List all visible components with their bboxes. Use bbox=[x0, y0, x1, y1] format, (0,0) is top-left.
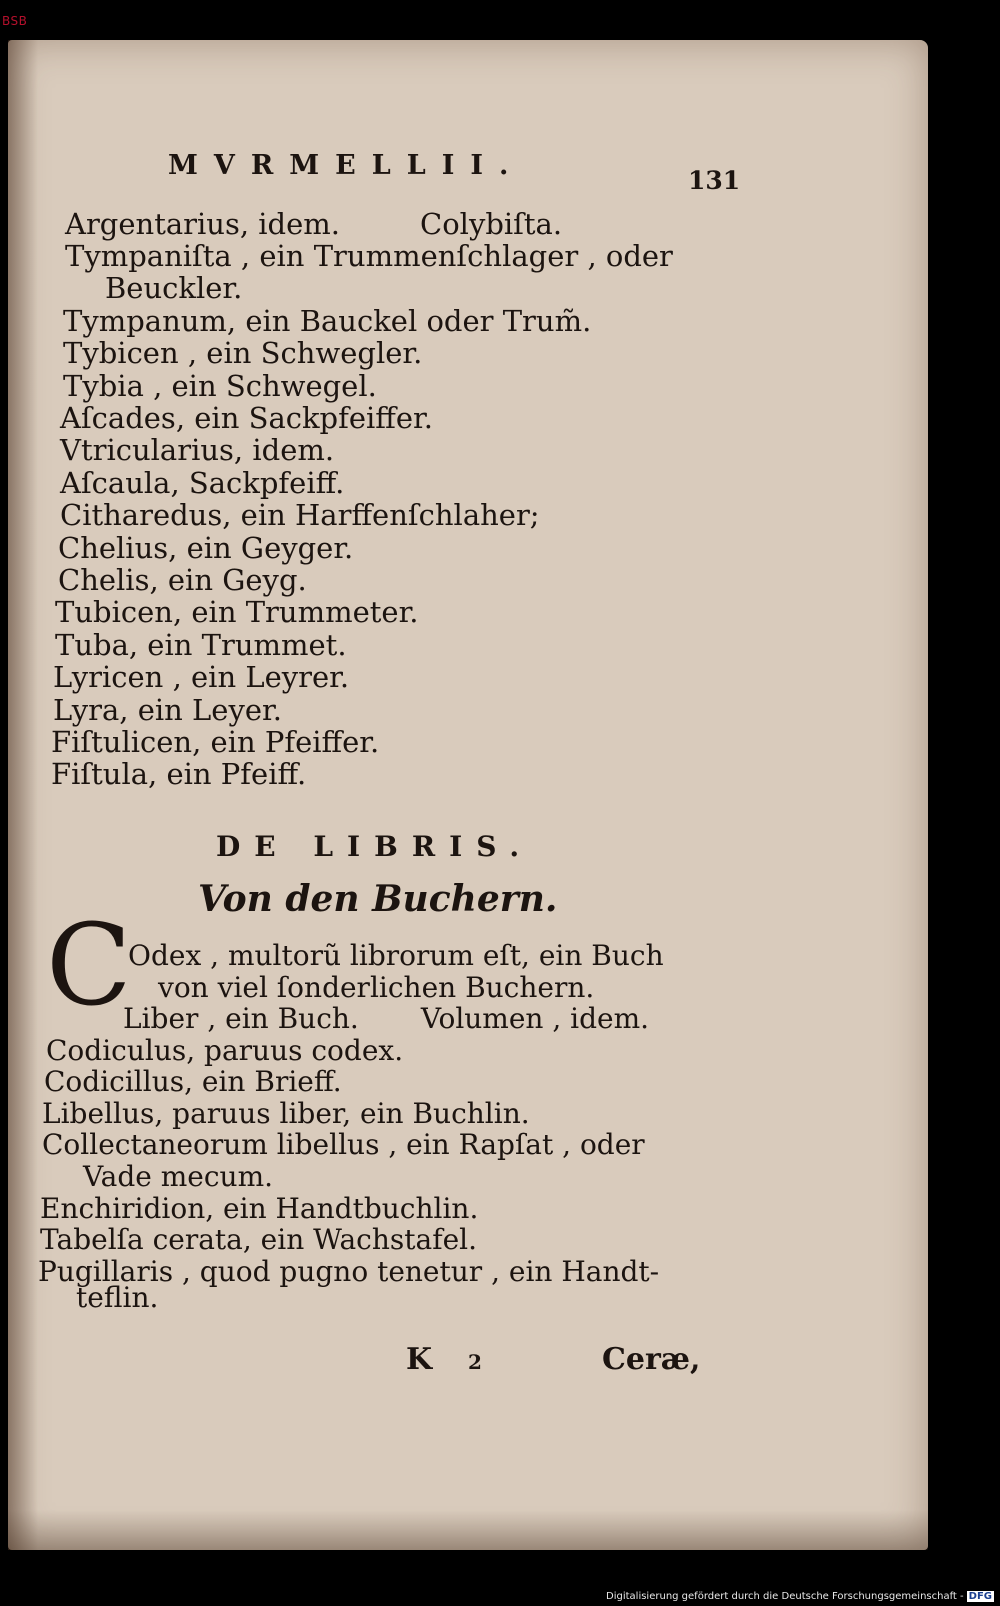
entry-line: Codicillus, ein Brieff. bbox=[44, 1065, 342, 1098]
entry-line: Tybia , ein Schwegel. bbox=[63, 369, 377, 403]
entry-line: Odex , multorũ librorum eſt, ein Buch bbox=[128, 939, 664, 972]
entry-line: Tybicen , ein Schwegler. bbox=[63, 336, 423, 370]
signature-number: 2 bbox=[468, 1350, 482, 1374]
entry-line-continuation: Beuckler. bbox=[105, 271, 243, 305]
entry-line: Codiculus, paruus codex. bbox=[46, 1034, 404, 1067]
entry-line: Tuba, ein Trummet. bbox=[55, 628, 347, 662]
entry-line: Chelius, ein Geyger. bbox=[58, 531, 354, 565]
entry-line: Vtricularius, idem. bbox=[60, 433, 335, 467]
library-tag: BSB bbox=[2, 14, 28, 28]
entry-line: Citharedus, ein Harffenſchlaher; bbox=[60, 498, 540, 532]
entry-line: Tabelſa cerata, ein Wachstafel. bbox=[40, 1223, 477, 1256]
entry-line: Pugillaris , quod pugno tenetur , ein Handt- bbox=[38, 1255, 660, 1288]
entry-line: Tympaniſta , ein Trummenſchlager , oder bbox=[65, 239, 673, 273]
entry-line: Aſcaula, Sackpfeiff. bbox=[60, 466, 345, 500]
entry-line: Chelis, ein Geyg. bbox=[58, 563, 307, 597]
entry-line: Argentarius, idem. Colybiſta. bbox=[65, 207, 563, 241]
entry-line-continuation: von viel ſonderlichen Buchern. bbox=[158, 971, 595, 1004]
entry-line: Enchiridion, ein Handtbuchlin. bbox=[40, 1192, 479, 1225]
entry-line: Libellus, paruus liber, ein Buchlin. bbox=[42, 1097, 530, 1130]
credit-text: Digitalisierung gefördert durch die Deutsche Forschungsgemeinschaft - bbox=[606, 1591, 964, 1602]
entry-line: Lyricen , ein Leyrer. bbox=[53, 660, 350, 694]
entry-line: Collectaneorum libellus , ein Rapſat , oder bbox=[42, 1128, 645, 1161]
entry-line: Aſcades, ein Sackpfeiffer. bbox=[60, 401, 433, 435]
entry-line: Fiſtulicen, ein Pfeiffer. bbox=[51, 725, 380, 759]
entry-line-continuation: teflin. bbox=[76, 1281, 159, 1314]
dfg-logo: DFG bbox=[968, 1591, 992, 1602]
entry-line: Tubicen, ein Trummeter. bbox=[55, 595, 419, 629]
page-number: 131 bbox=[688, 166, 741, 195]
entry-line: Lyra, ein Leyer. bbox=[53, 693, 282, 727]
entry-line: Tympanum, ein Bauckel oder Trum̃. bbox=[63, 304, 592, 338]
entry-line: Liber , ein Buch. Volumen , idem. bbox=[123, 1002, 650, 1035]
digitization-credit bbox=[606, 1591, 994, 1602]
book-page bbox=[8, 40, 928, 1550]
section-title-german: Von den Buchern. bbox=[198, 878, 558, 920]
catchword: Ceræ, bbox=[602, 1342, 701, 1377]
section-title-latin: DE LIBRIS. bbox=[216, 830, 534, 863]
running-head: MVRMELLII. bbox=[168, 150, 525, 181]
drop-initial: C bbox=[46, 901, 132, 1031]
entry-line: Fiſtula, ein Pfeiff. bbox=[51, 757, 307, 791]
entry-line-continuation: Vade mecum. bbox=[83, 1160, 274, 1193]
signature-letter: K bbox=[406, 1342, 433, 1377]
